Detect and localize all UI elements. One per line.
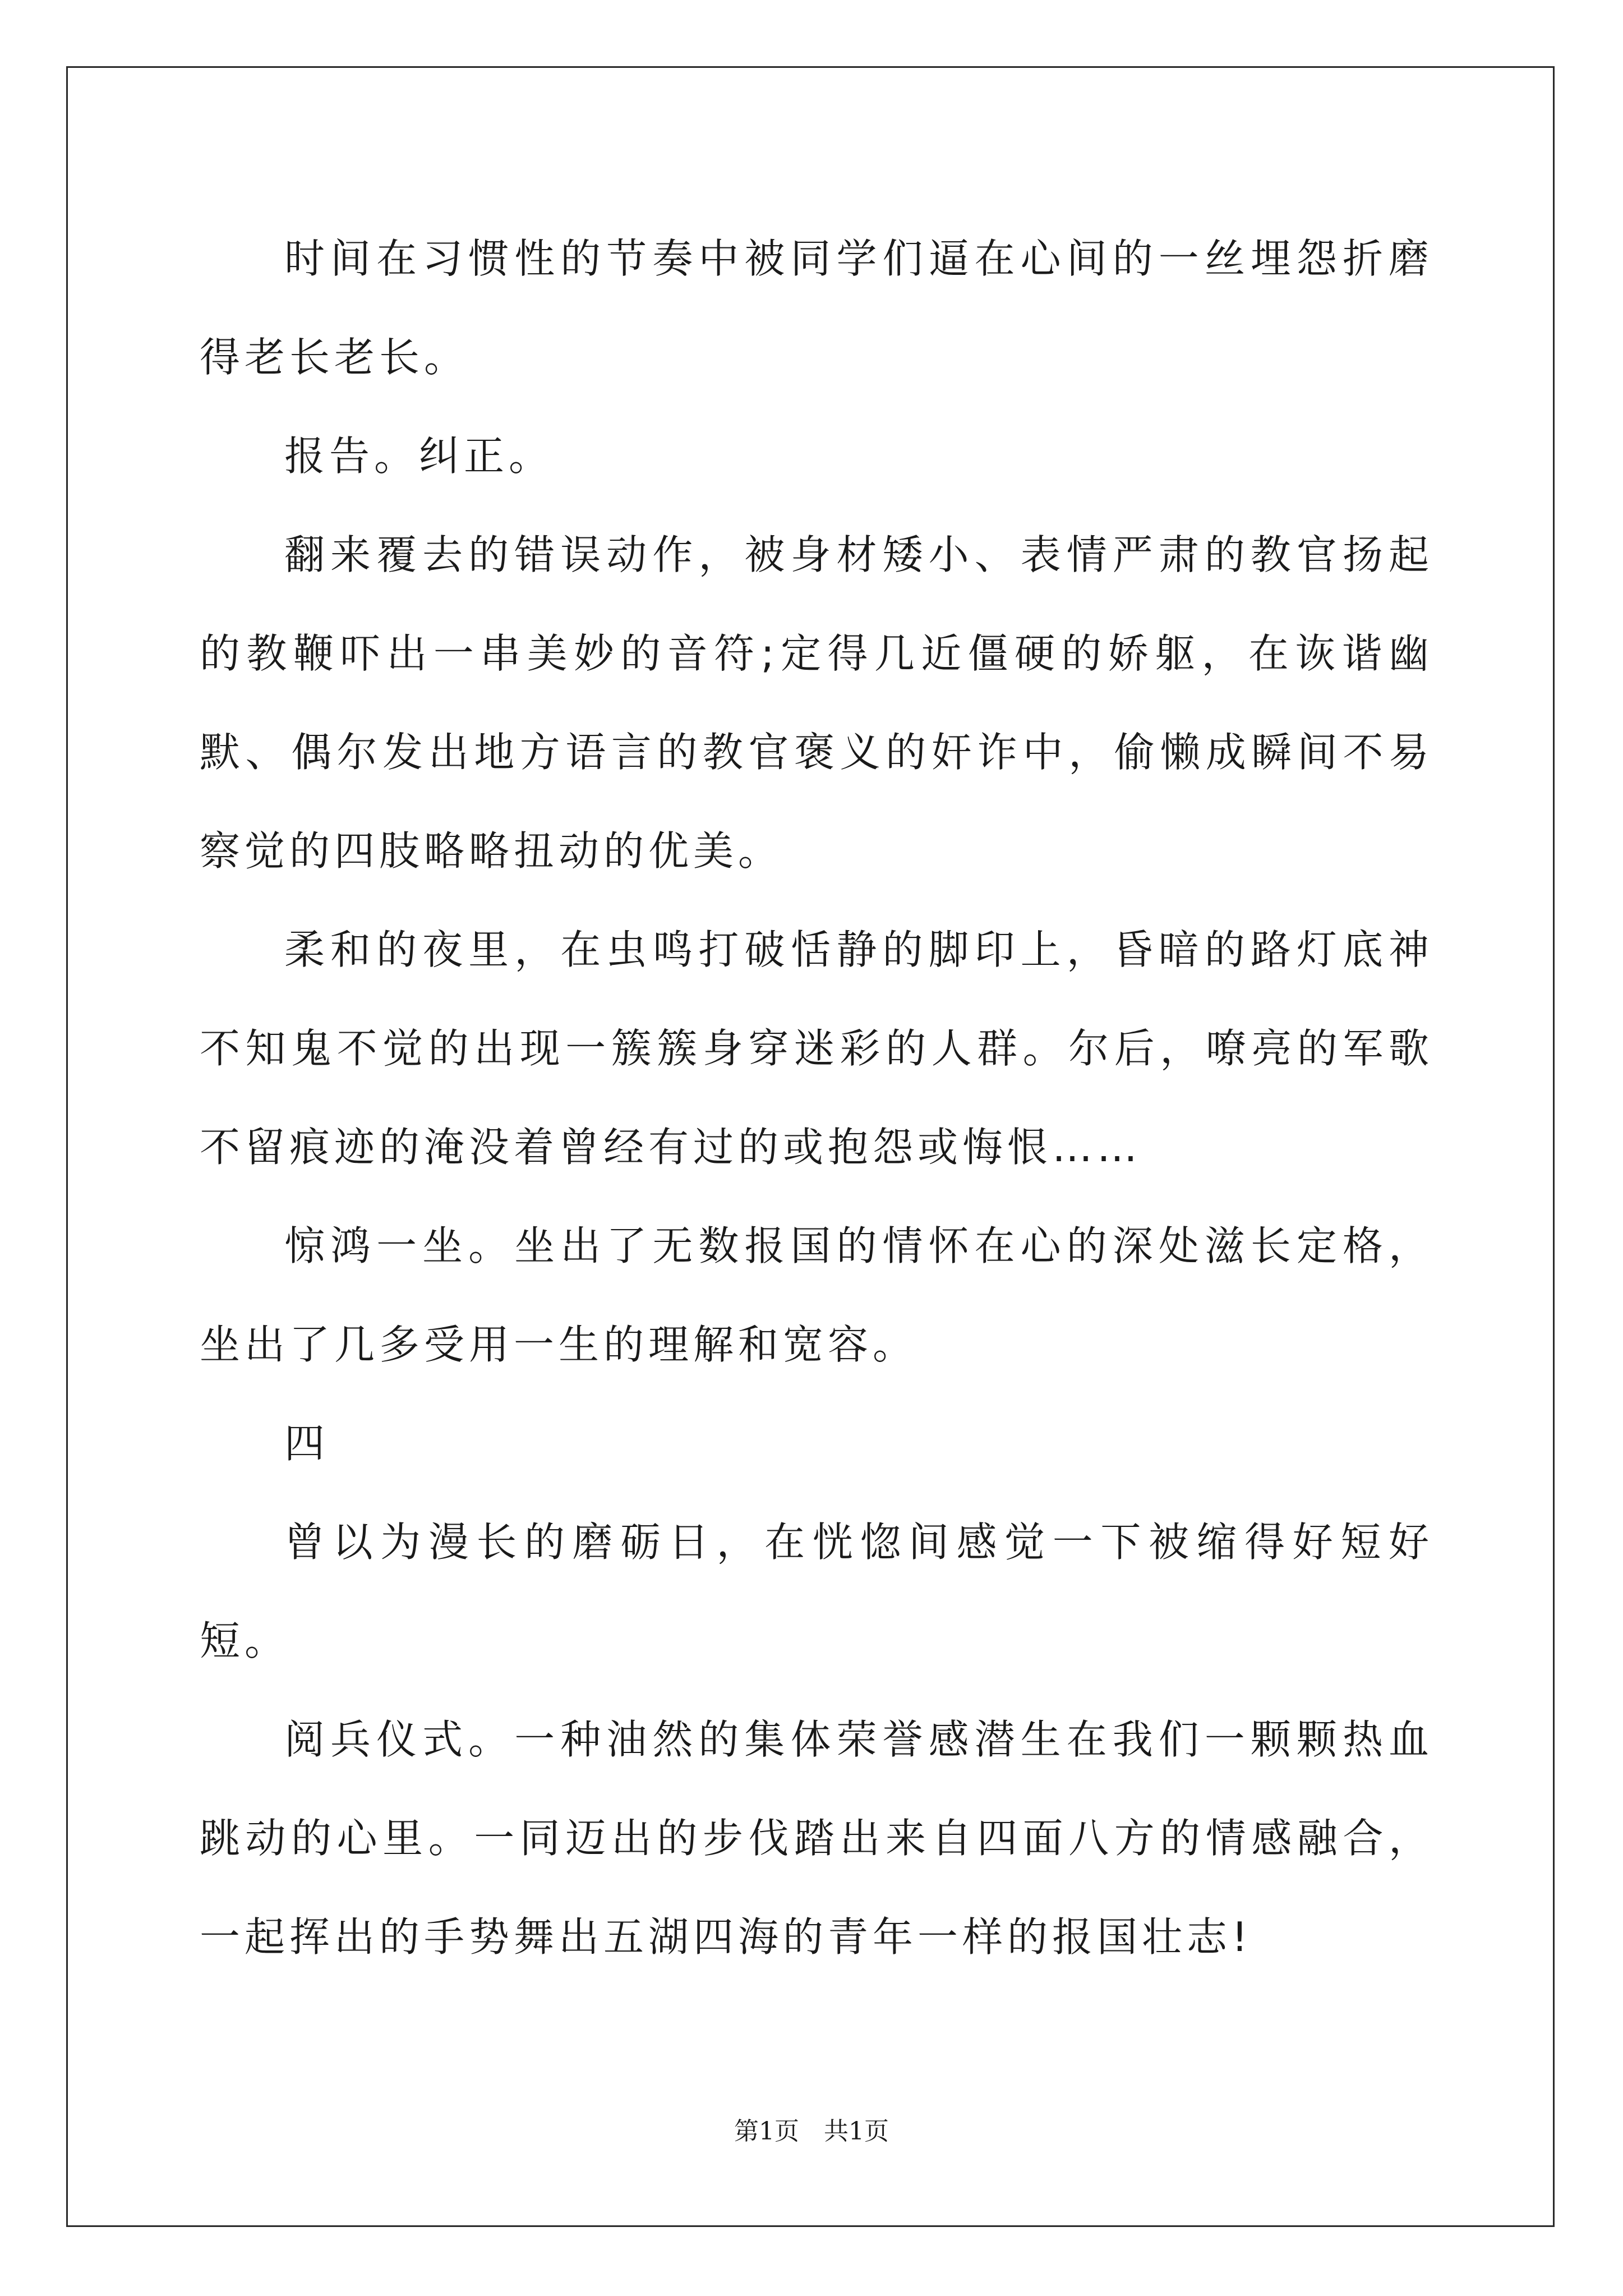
document-body [200,209,1433,1986]
paragraph: 柔和的夜里，在虫鸣打破恬静的脚印上，昏暗的路灯底神不知鬼不觉的出现一簇簇身穿迷彩的人群。尔后，嘹亮的军歌不留痕迹的淹没着曾经有过的或抱怨或悔恨…… [200,926,1433,1171]
paragraph: 曾以为漫长的磨砺日，在恍惚间感觉一下被缩得好短好短。 [200,1519,1433,1664]
paragraph: 时间在习惯性的节奏中被同学们逼在心间的一丝埋怨折磨得老长老长。 [200,235,1433,381]
section-number: 四 [284,1420,330,1467]
paragraph: 翻来覆去的错误动作，被身材矮小、表情严肃的教官扬起的教鞭吓出一串美妙的音符;定得几近僵硬的娇躯，在诙谐幽默、偶尔发出地方语言的教官褒义的奸诈中，偷懒成瞬间不易察觉的四肢略略扭动的优美。 [200,531,1433,875]
paragraph: 惊鸿一坐。坐出了无数报国的情怀在心的深处滋长定格，坐出了几多受用一生的理解和宽容。 [200,1222,1433,1368]
page-footer: 第1页 共1页 [734,2117,889,2146]
paragraph: 报告。纠正。 [284,432,554,480]
paragraph: 阅兵仪式。一种油然的集体荣誉感潜生在我们一颗颗热血跳动的心里。一同迈出的步伐踏出来自四面八方的情感融合，一起挥出的手势舞出五湖四海的青年一样的报国壮志! [200,1716,1433,1961]
